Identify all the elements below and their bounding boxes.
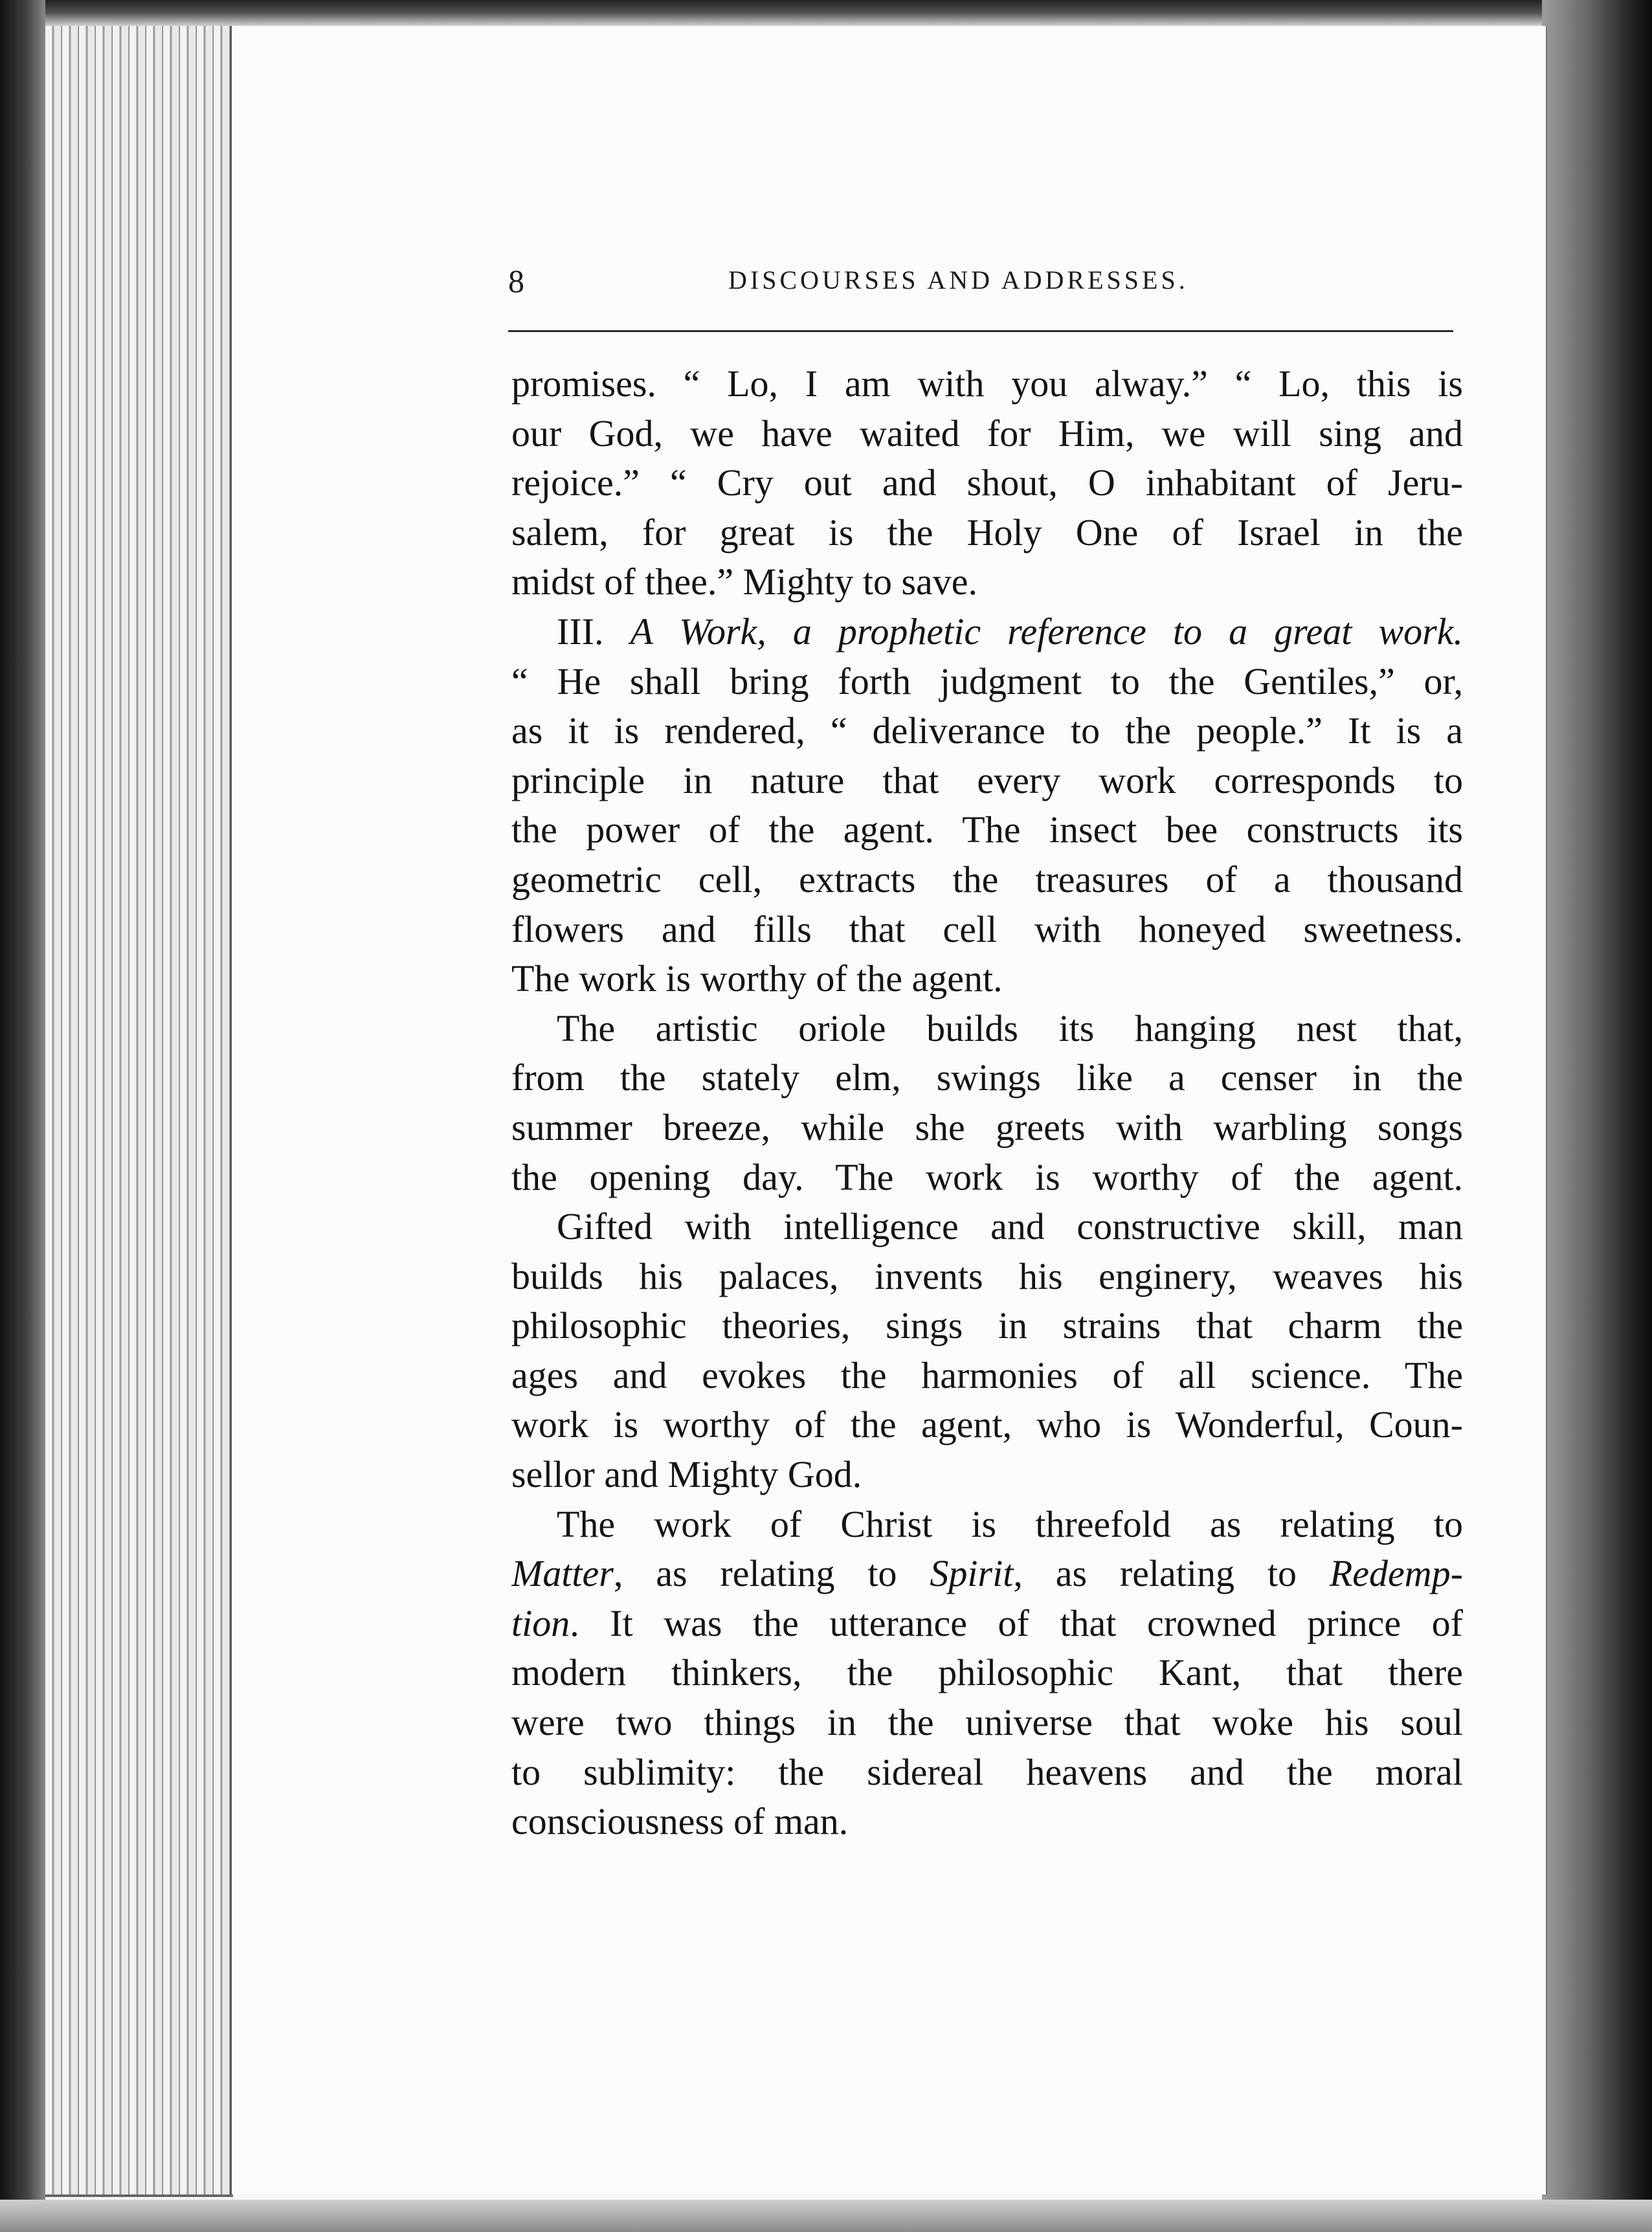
- book-page-edges: [45, 26, 233, 2197]
- scan-bottom-border: [0, 2200, 1652, 2232]
- text-line: consciousness of man.: [511, 1800, 849, 1843]
- text-line: midst of thee.” Mighty to save.: [511, 561, 978, 603]
- scan-left-border: [0, 0, 45, 2232]
- body-text: [511, 359, 1463, 1847]
- text-line: sellor and Mighty God.: [511, 1453, 862, 1496]
- text-line: Gifted with intelligence and constructive skill, man: [557, 1205, 1463, 1248]
- section-numeral: III.: [557, 610, 631, 653]
- text-line: ages and evokes the harmonies of all science. The: [511, 1354, 1463, 1396]
- text-line: principle in nature that every work corresponds to: [511, 759, 1463, 801]
- text-line: to sublimity: the sidereal heavens and the moral: [511, 1750, 1463, 1793]
- running-title: DISCOURSES AND ADDRESSES.: [728, 265, 1189, 295]
- italic-term-matter: Matter: [511, 1552, 614, 1595]
- text-line: flowers and fills that cell with honeyed sweetness.: [511, 908, 1463, 950]
- text-line: [511, 1599, 1463, 1649]
- italic-term-redemption: Redemp-: [1329, 1552, 1463, 1595]
- text-run: , as relating to: [613, 1552, 930, 1595]
- text-line: rejoice.” “ Cry out and shout, O inhabitant of Jeru-: [511, 462, 1463, 504]
- text-line: salem, for great is the Holy One of Israel in the: [511, 511, 1463, 553]
- text-line: The work is worthy of the agent.: [511, 957, 1003, 1000]
- scan-top-border: [0, 0, 1652, 26]
- text-line: modern thinkers, the philosophic Kant, that there: [511, 1651, 1463, 1694]
- section-heading-italic: A Work, a prophetic reference to a great work.: [630, 610, 1463, 653]
- italic-term-redemption-end: tion: [511, 1601, 570, 1644]
- text-line: geometric cell, extracts the treasures of a thousand: [511, 858, 1463, 900]
- text-line: [511, 607, 1463, 657]
- text-line: work is worthy of the agent, who is Wonderful, Coun-: [511, 1403, 1463, 1446]
- text-line: the power of the agent. The insect bee constructs its: [511, 809, 1463, 851]
- italic-term-spirit: Spirit: [930, 1552, 1014, 1595]
- text-line: The artistic oriole builds its hanging nest that,: [557, 1007, 1463, 1049]
- text-line: promises. “ Lo, I am with you alway.” “ Lo, this is: [511, 363, 1463, 405]
- text-line: The work of Christ is threefold as relating to: [557, 1502, 1463, 1545]
- text-run: . It was the utterance of that crowned prince of: [570, 1601, 1463, 1644]
- text-line: from the stately elm, swings like a censer in the: [511, 1056, 1463, 1099]
- scan-right-shadow: [1542, 0, 1652, 2232]
- text-line: “ He shall bring forth judgment to the Gentiles,” or,: [511, 660, 1463, 702]
- text-line: the opening day. The work is worthy of the agent.: [511, 1155, 1463, 1198]
- text-line: as it is rendered, “ deliverance to the people.” It is a: [511, 709, 1463, 752]
- text-line: were two things in the universe that woke his soul: [511, 1701, 1463, 1744]
- text-line: philosophic theories, sings in strains that charm the: [511, 1304, 1463, 1347]
- text-line: [511, 1549, 1463, 1599]
- header-rule: [508, 330, 1453, 332]
- text-line: summer breeze, while she greets with warbling songs: [511, 1106, 1463, 1148]
- text-line: builds his palaces, invents his enginery, weaves his: [511, 1255, 1463, 1297]
- running-head: [508, 262, 1453, 320]
- text-run: , as relating to: [1013, 1552, 1330, 1595]
- page-number: 8: [508, 263, 524, 299]
- text-line: our God, we have waited for Him, we will sing and: [511, 412, 1463, 454]
